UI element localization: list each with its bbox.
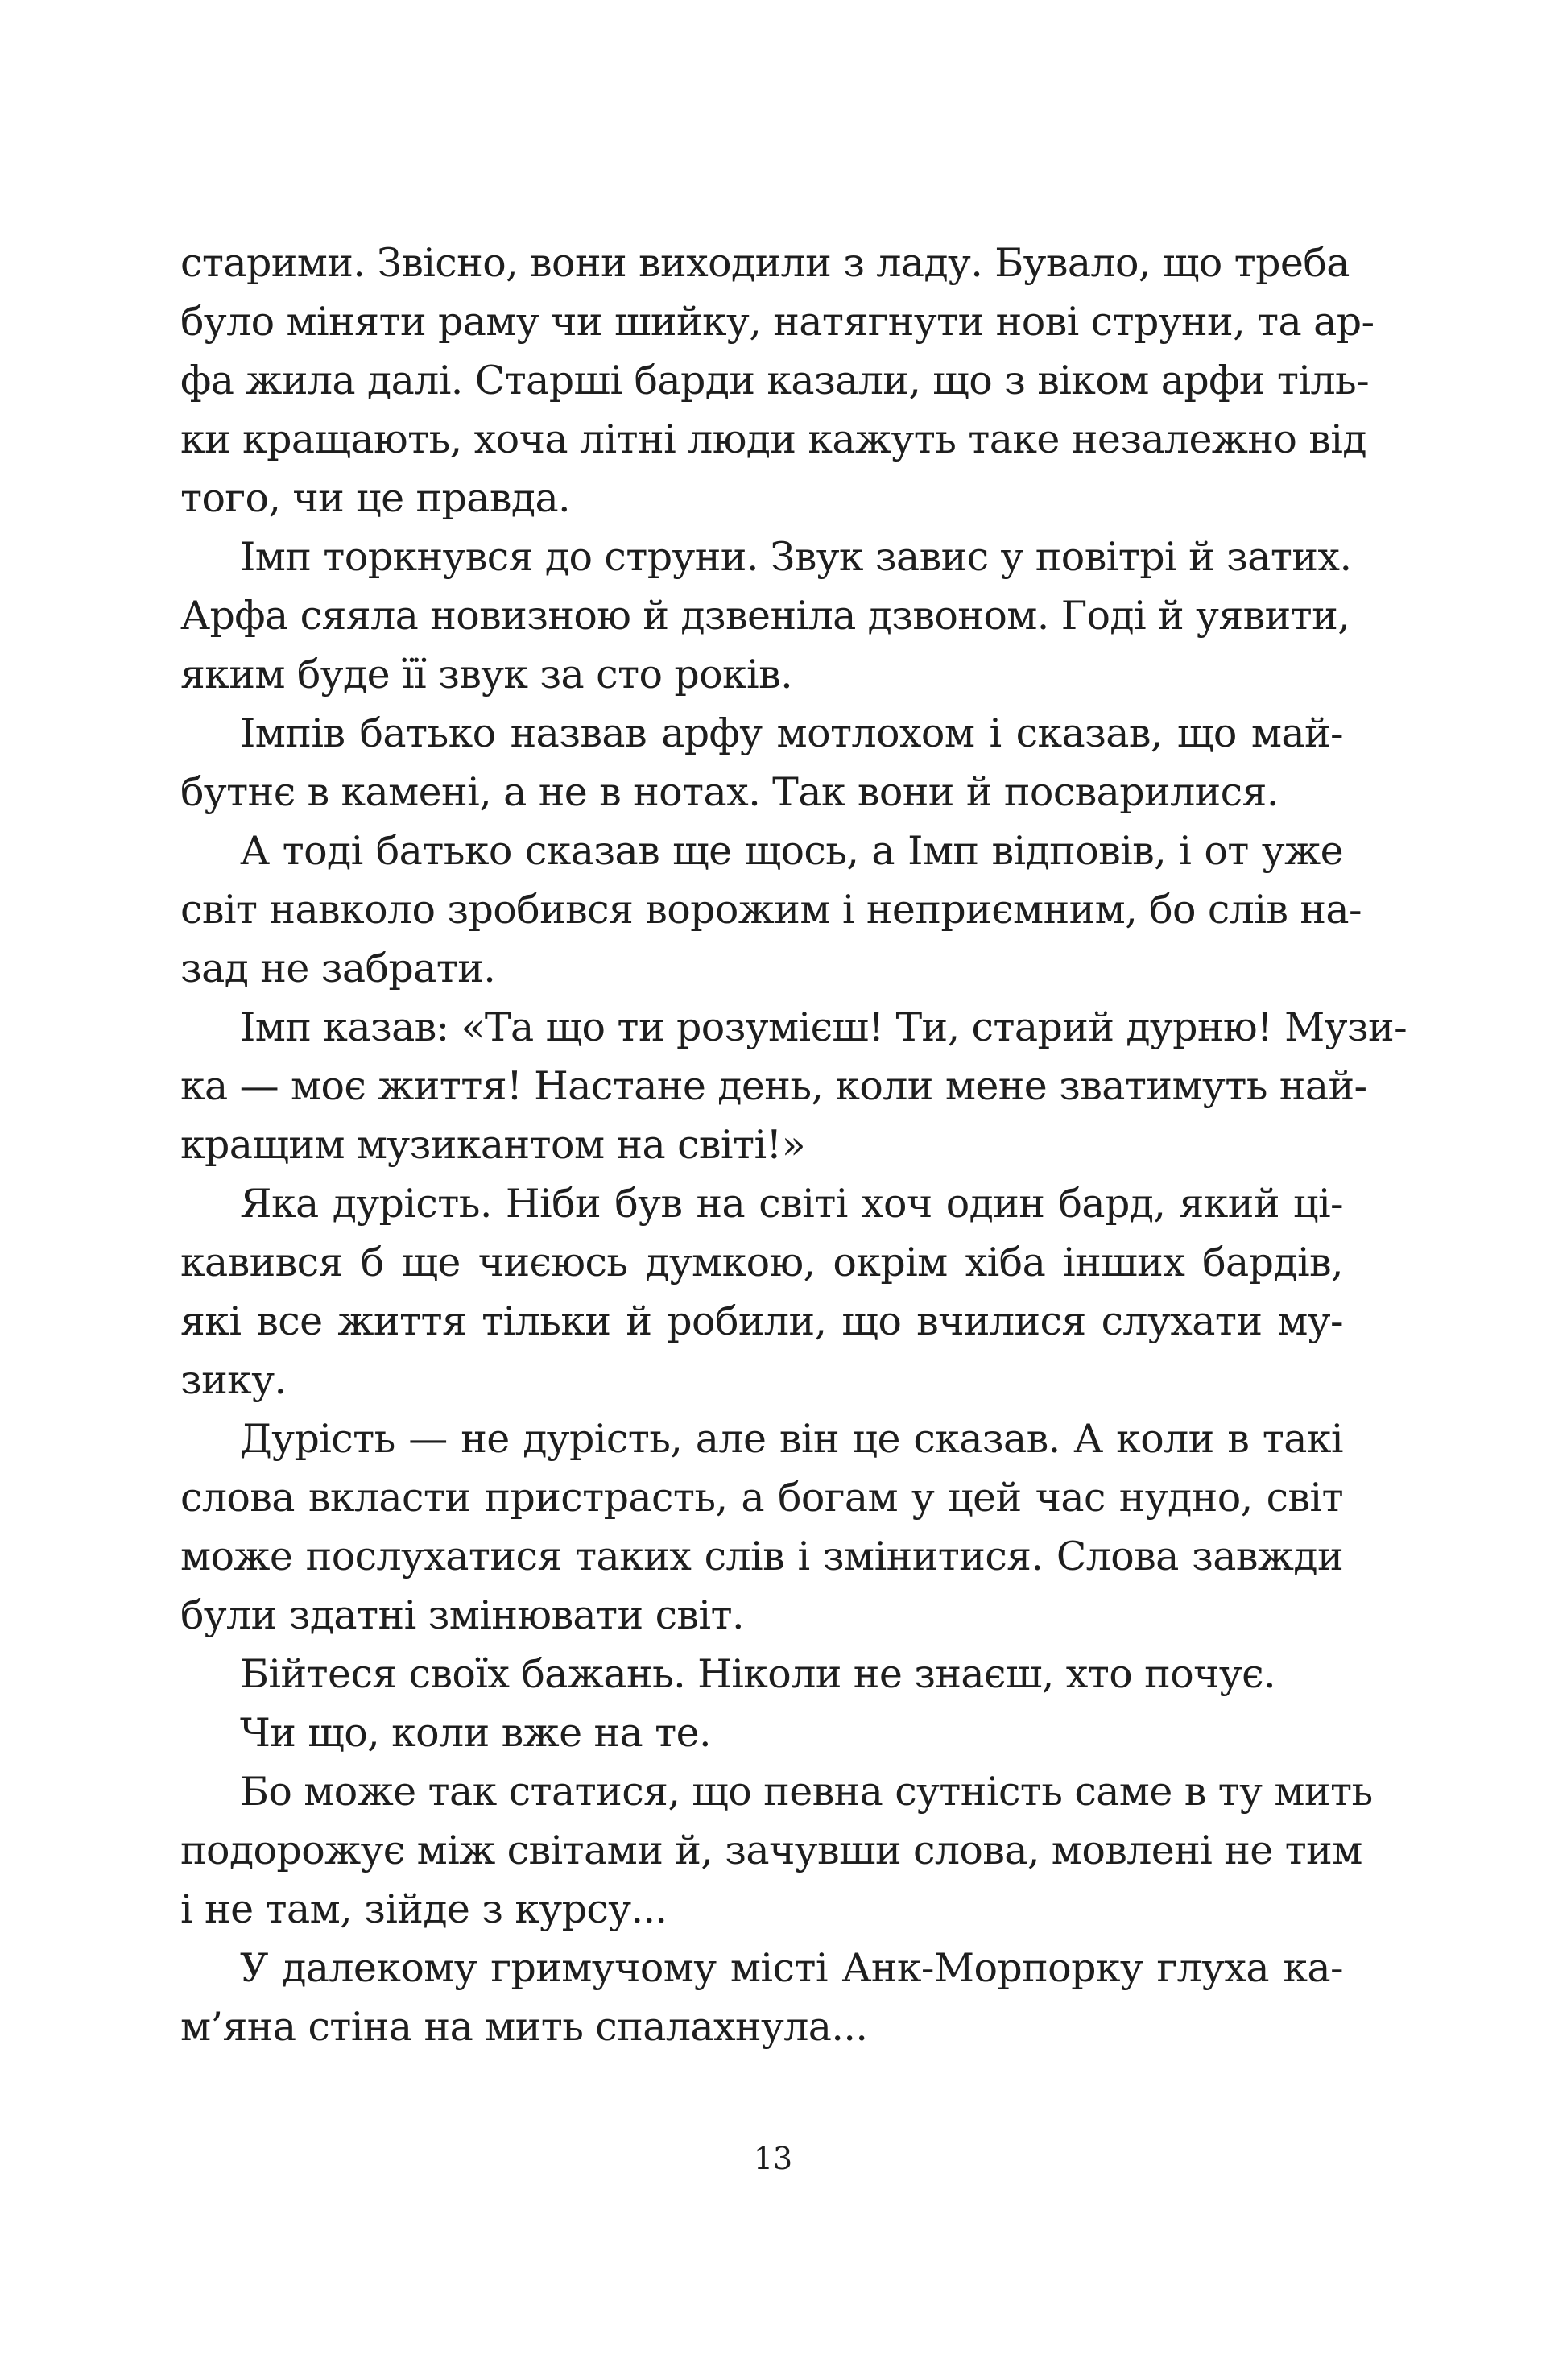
text-line: подорожує між світами й, зачувши слова, мовлені не тим — [180, 1827, 1362, 1873]
text-line: було міняти раму чи шийку, натягнути нові струни, та ар- — [180, 299, 1374, 345]
text-line: зад не забрати. — [180, 946, 496, 991]
text-line: м’яна стіна на мить спалахнула... — [180, 2004, 868, 2050]
text-line: кавився б ще чиєюсь думкою, окрім хіба інших бардів, — [180, 1240, 1343, 1285]
text-line: Імп торкнувся до струни. Звук завис у повітрі й затих. — [240, 534, 1352, 580]
text-line: світ навколо зробився ворожим і неприємним, бо слів на- — [180, 887, 1362, 933]
text-line: ка — моє життя! Настане день, коли мене зватимуть най- — [180, 1063, 1367, 1109]
text-line: і не там, зійде з курсу... — [180, 1886, 668, 1932]
text-line: фа жила далі. Старші барди казали, що з віком арфи тіль- — [180, 358, 1370, 404]
text-line: А тоді батько сказав ще щось, а Імп відповів, і от уже — [240, 828, 1343, 874]
text-line: Арфа сяяла новизною й дзвеніла дзвоном. Годі й уявити, — [180, 593, 1350, 639]
body-text — [180, 234, 1408, 2056]
text-line: Імпів батько назвав арфу мотлохом і сказав, що май- — [240, 710, 1343, 756]
text-line: може послухатися таких слів і змінитися. Слова завжди — [180, 1534, 1343, 1579]
text-line: Імп казав: «Та що ти розумієш! Ти, старий дурню! Музи- — [240, 1004, 1408, 1050]
text-line: Чи що, коли вже на те. — [240, 1710, 711, 1756]
text-line: Дурість — не дурість, але він це сказав. А коли в такі — [240, 1416, 1343, 1462]
page-number: 13 — [753, 2141, 793, 2176]
text-line: Яка дурість. Ніби був на світі хоч один бард, який ці- — [240, 1181, 1343, 1227]
text-line: яким буде її звук за сто років. — [180, 652, 793, 697]
text-line: Бійтеся своїх бажань. Ніколи не знаєш, хто почує. — [240, 1651, 1275, 1697]
text-line: які все життя тільки й робили, що вчилися слухати му- — [180, 1298, 1343, 1344]
text-line: кращим музикантом на світі!» — [180, 1122, 806, 1168]
text-line: У далекому гримучому місті Анк-Морпорку глуха ка- — [240, 1945, 1343, 1991]
text-line: бутнє в камені, а не в нотах. Так вони й посварилися. — [180, 769, 1279, 815]
text-line: були здатні змінювати світ. — [180, 1592, 744, 1638]
text-line: зику. — [180, 1357, 287, 1403]
text-line: ки кращають, хоча літні люди кажуть таке незалежно від — [180, 416, 1366, 462]
text-line: слова вкласти пристрасть, а богам у цей час нудно, світ — [180, 1475, 1343, 1521]
text-line: старими. Звісно, вони виходили з ладу. Бувало, що треба — [180, 240, 1350, 286]
text-line: того, чи це правда. — [180, 475, 571, 521]
text-line: Бо може так статися, що певна сутність саме в ту мить — [240, 1769, 1373, 1815]
